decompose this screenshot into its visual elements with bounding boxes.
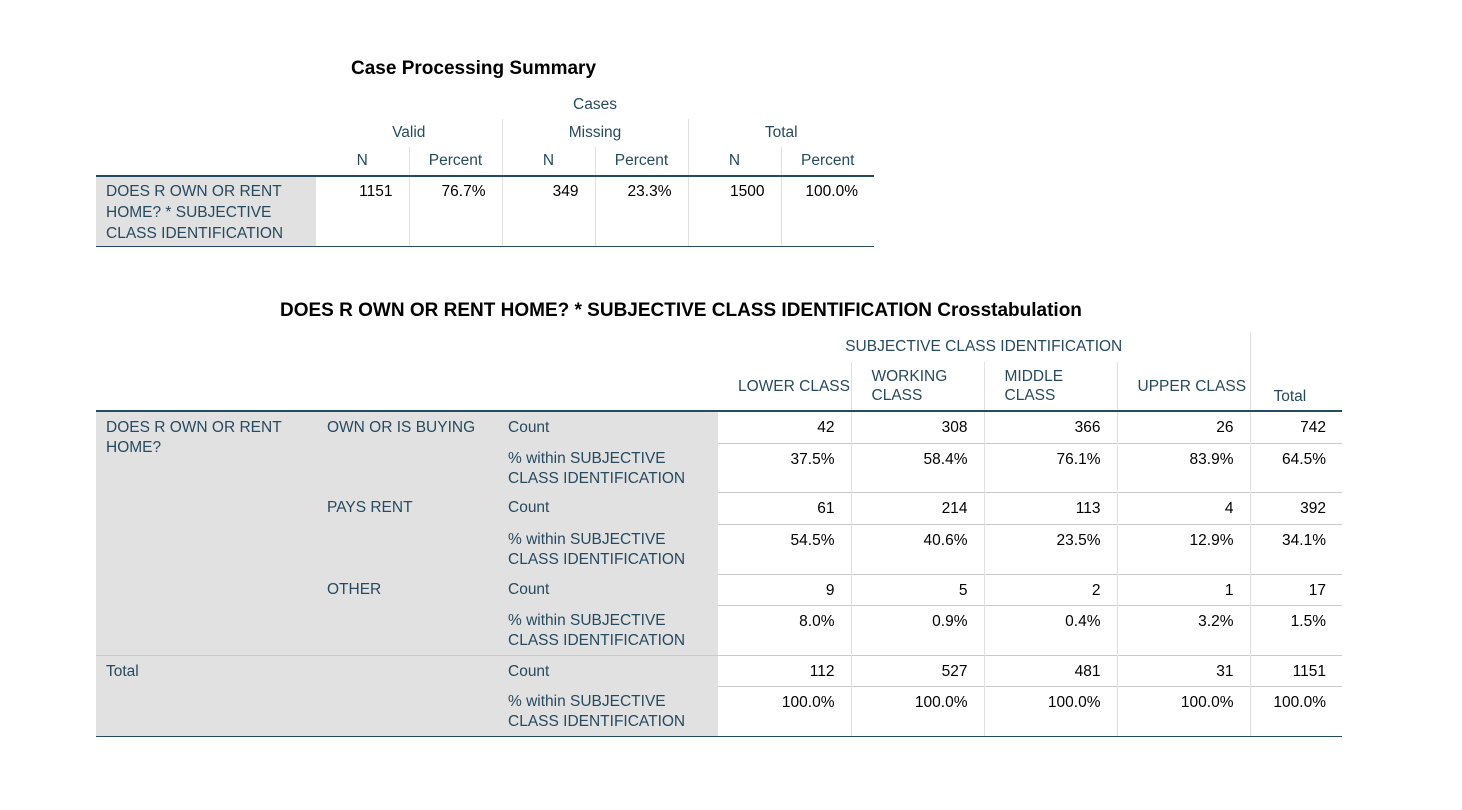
cell: 742: [1250, 411, 1342, 443]
col-header-lower: LOWER CLASS: [718, 362, 851, 411]
cell: 112: [718, 655, 851, 686]
col-header-total: Total: [1250, 362, 1342, 411]
stat-label-pct: % within SUBJECTIVE CLASS IDENTIFICATION: [498, 605, 718, 655]
total-row-label: Total: [96, 655, 498, 736]
cell: 2: [984, 574, 1117, 605]
cell: 3.2%: [1117, 605, 1250, 655]
cell: 83.9%: [1117, 443, 1250, 492]
row-category-other: OTHER: [317, 574, 498, 655]
cell: 100.0%: [718, 686, 851, 736]
total-n-header: N: [688, 147, 781, 176]
cell: 42: [817, 419, 835, 436]
cell: 100.0%: [851, 686, 984, 736]
cases-header: Cases: [573, 96, 617, 113]
case-summary-row-label: DOES R OWN OR RENT HOME? * SUBJECTIVE CLASS IDENTIFICATION: [96, 176, 316, 246]
cell: 366: [984, 411, 1117, 443]
cell: 481: [984, 655, 1117, 686]
cell: 23.5%: [984, 524, 1117, 574]
total-percent-header: Percent: [781, 147, 874, 176]
case-summary-table: [96, 91, 874, 247]
stat-label-count: Count: [498, 655, 718, 686]
cell: 31: [1117, 655, 1250, 686]
cell: 1151: [1250, 655, 1342, 686]
cell: 54.5%: [718, 524, 851, 574]
stat-label-pct: % within SUBJECTIVE CLASS IDENTIFICATION: [498, 524, 718, 574]
missing-header: Missing: [502, 119, 688, 147]
valid-percent-cell: 76.7%: [409, 176, 502, 246]
cell: 26: [1117, 411, 1250, 443]
row-category-rent: PAYS RENT: [317, 492, 498, 574]
cell: 58.4%: [851, 443, 984, 492]
cell: 1.5%: [1250, 605, 1342, 655]
cell: 34.1%: [1250, 524, 1342, 574]
crosstab-title: DOES R OWN OR RENT HOME? * SUBJECTIVE CLASS IDENTIFICATION Crosstabulation: [280, 300, 1082, 321]
col-group-header: SUBJECTIVE CLASS IDENTIFICATION: [845, 338, 1123, 355]
cell: 9: [718, 574, 851, 605]
cell: 4: [1117, 492, 1250, 524]
missing-n-cell: 349: [502, 176, 595, 246]
cell: 1: [1117, 574, 1250, 605]
valid-percent-header: Percent: [409, 147, 502, 176]
cell: 0.4%: [984, 605, 1117, 655]
cell: 308: [851, 411, 984, 443]
col-header-working: WORKING CLASS: [851, 362, 984, 411]
cell: 8.0%: [718, 605, 851, 655]
col-header-middle: MIDDLE CLASS: [984, 362, 1117, 411]
cell: 17: [1250, 574, 1342, 605]
cell: 61: [718, 492, 851, 524]
stat-label-count: Count: [498, 411, 718, 443]
stat-label-pct: % within SUBJECTIVE CLASS IDENTIFICATION: [498, 443, 718, 492]
missing-percent-cell: 23.3%: [595, 176, 688, 246]
valid-header: Valid: [392, 124, 426, 141]
total-n-cell: 1500: [688, 176, 781, 246]
cell: 12.9%: [1117, 524, 1250, 574]
case-summary-title: Case Processing Summary: [351, 58, 597, 79]
stat-label-count: Count: [498, 492, 718, 524]
valid-n-header: N: [316, 147, 409, 176]
cell: 76.1%: [984, 443, 1117, 492]
cell: 100.0%: [1117, 686, 1250, 736]
cell: 527: [851, 655, 984, 686]
missing-percent-header: Percent: [595, 147, 688, 176]
total-percent-cell: 100.0%: [781, 176, 874, 246]
cell: 40.6%: [851, 524, 984, 574]
cell: 37.5%: [718, 443, 851, 492]
row-var-label: DOES R OWN OR RENT HOME?: [96, 411, 317, 655]
row-category-own: OWN OR IS BUYING: [317, 411, 498, 492]
cell: 64.5%: [1250, 443, 1342, 492]
cell: 113: [984, 492, 1117, 524]
cell: 100.0%: [1250, 686, 1342, 736]
col-header-upper: UPPER CLASS: [1117, 362, 1250, 411]
crosstab-table: [96, 332, 1342, 737]
cell: 392: [1250, 492, 1342, 524]
valid-n-cell: 1151: [316, 176, 409, 246]
missing-n-header: N: [502, 147, 595, 176]
stat-label-count: Count: [498, 574, 718, 605]
cell: 100.0%: [984, 686, 1117, 736]
cell: 5: [851, 574, 984, 605]
total-header: Total: [688, 119, 874, 147]
cell: 214: [851, 492, 984, 524]
stat-label-pct: % within SUBJECTIVE CLASS IDENTIFICATION: [498, 686, 718, 736]
cell: 0.9%: [851, 605, 984, 655]
